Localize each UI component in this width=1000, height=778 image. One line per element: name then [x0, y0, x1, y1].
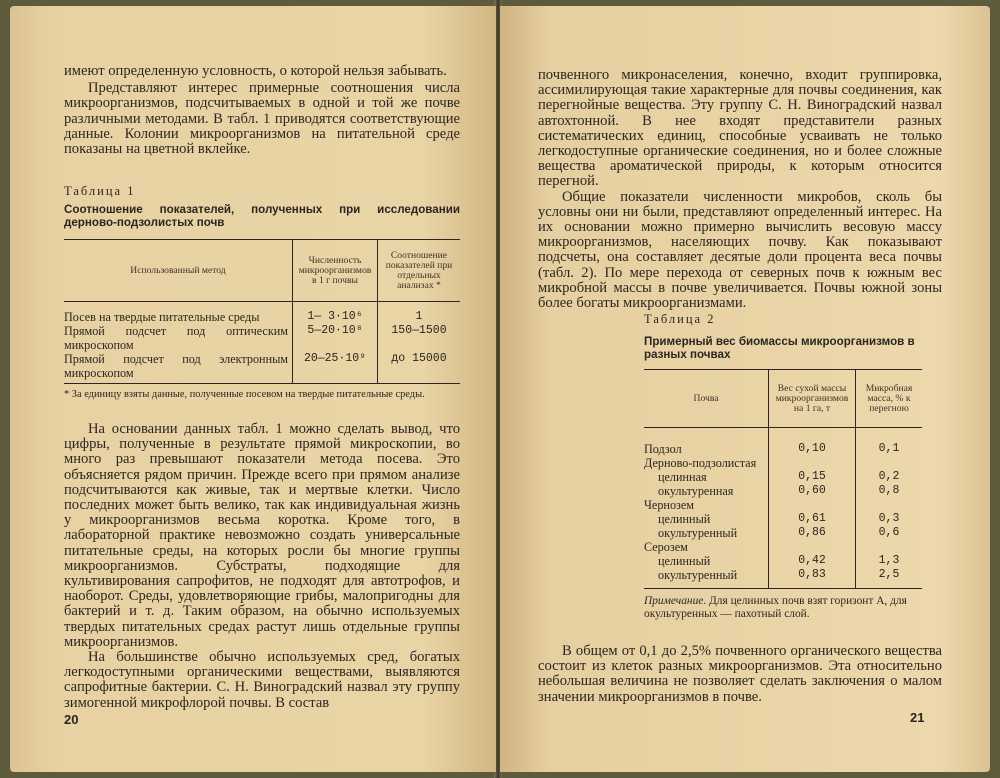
table2-cell-percent: 0,1 — [856, 442, 923, 456]
table2-cell-weight: 0,83 — [769, 568, 856, 582]
table2-cell-soil: Серозем — [644, 539, 688, 554]
table1-cell-ratio: 150—1500 — [378, 324, 461, 352]
table-row — [644, 456, 922, 470]
table2-cell-weight: 0,60 — [769, 484, 856, 498]
table2-cell-weight — [769, 498, 856, 512]
table1-cell-count: 1— 3·10⁶ — [293, 310, 378, 324]
table1-header-ratio: Соотношение показателей при отдельных анализах * — [378, 240, 461, 302]
table2-cell-soil: Дерново-подзолистая — [644, 455, 757, 470]
table-row — [644, 526, 922, 540]
right-page-number: 21 — [910, 710, 925, 725]
table-row — [644, 442, 922, 456]
table2-note-text: Для целинных почв взят горизонт А, для окультуренных — пахотный слой. — [644, 594, 907, 620]
table2-cell-percent: 0,2 — [856, 470, 923, 484]
table2-cell-soil: Чернозем — [644, 497, 694, 512]
table2-cell-weight: 0,86 — [769, 526, 856, 540]
table2-cell-percent: 0,8 — [856, 484, 923, 498]
table2-caption: Таблица 2 — [644, 312, 716, 326]
table2-cell-weight: 0,61 — [769, 512, 856, 526]
left-paragraph-2: Представляют интерес примерные соотношения числа микроорганизмов, подсчитываемых в одной и той же почве различными методами. В табл. 1 приводятся соответствующие данные. Колонии микроорганизмов на питательной среде показаны на цветной вклейке. — [64, 80, 460, 158]
table2-cell-percent: 0,6 — [856, 526, 923, 540]
table-row — [644, 470, 922, 484]
table-row — [64, 310, 460, 324]
table2-header-weight: Вес сухой массы микроорганизмов на 1 га, т — [769, 370, 856, 428]
table2-cell-soil: целинная — [658, 469, 707, 484]
table1-header-method: Использованный метод — [130, 264, 226, 276]
table1-cell-ratio: 1 — [378, 310, 461, 324]
table2 — [644, 369, 922, 588]
right-paragraph-3: В общем от 0,1 до 2,5% почвенного органического вещества состоит из клеток разных микроорганизмов. Эта относительно небольшая величина не позволяет сделать заключения о малом значении микроорганизмов в почве. — [538, 643, 942, 705]
right-paragraph-1: почвенного микронаселения, конечно, входит группировка, ассимилирующая такие характерные для почвы соединения, как перегнойные вещества. Эту группу С. Н. Виноградский назвал автохтонной. В нее входят представители разных систематических единиц, способные усваивать не только легкодоступные органические соединения, но и более сложные вещества ароматической природы, к которым относится перегной. — [538, 67, 942, 190]
table-row — [644, 568, 922, 582]
table2-cell-weight: 0,15 — [769, 470, 856, 484]
table1-block — [64, 184, 460, 401]
right-paragraph-2: Общие показатели численности микробов, сколь бы условны они ни были, представляют определенный интерес. На их основании можно примерно вычислить весовую массу микроорганизмов, населяющих почву. Как показывают подсчеты, она составляет десятые доли процента веса почвы (табл. 2). По мере перехода от северных почв к южным вес микробной массы в почве увеличивается. Почвы южной зоны более богаты микроорганизмами. — [538, 188, 942, 312]
table2-cell-weight — [769, 456, 856, 470]
table-row — [644, 554, 922, 568]
table2-note — [644, 595, 922, 621]
table1-cell-method: Прямой подсчет под оптическим микроскопом — [64, 323, 288, 352]
table2-note-label: Примечание. — [644, 594, 707, 607]
table2-title: Примерный вес биомассы микроорганизмов в разных почвах — [644, 335, 915, 361]
table-row — [644, 498, 922, 512]
left-text-bottom — [64, 422, 460, 711]
right-text-bottom — [538, 644, 942, 705]
table2-cell-weight: 0,10 — [769, 442, 856, 456]
table2-block — [644, 312, 922, 621]
table1-caption: Таблица 1 — [64, 184, 136, 198]
table1-title: Соотношение показателей, полученных при исследовании дерново-подзолистых почв — [64, 203, 460, 230]
table2-cell-weight — [769, 540, 856, 554]
table2-cell-percent — [856, 498, 923, 512]
table1-cell-method: Посев на твердые питательные среды — [64, 309, 260, 324]
table2-cell-soil: окультуренный — [658, 567, 738, 582]
left-page-number: 20 — [64, 712, 79, 727]
right-text-top — [538, 68, 942, 311]
table2-cell-percent — [856, 540, 923, 554]
left-paragraph-4: На большинстве обычно используемых сред, богатых легкодоступными органическими веществами, выявляются сапрофитные бактерии. С. Н. Виноградский назвал эту группу зимогенной микрофлорой почвы. В состав — [64, 649, 460, 711]
right-page — [500, 6, 990, 772]
table2-cell-soil: окультуренный — [658, 525, 738, 540]
table1-cell-ratio: до 15000 — [378, 352, 461, 384]
table1-header-count: Численность микроорганизмов в 1 г почвы — [293, 240, 378, 302]
table-row — [644, 512, 922, 526]
table2-cell-soil: целинный — [658, 511, 711, 526]
table2-cell-percent: 0,3 — [856, 512, 923, 526]
left-page — [10, 6, 496, 772]
table-row — [644, 484, 922, 498]
table2-cell-percent — [856, 456, 923, 470]
table2-cell-soil: Подзол — [644, 441, 682, 456]
table1 — [64, 239, 460, 384]
table1-cell-count: 5—20·10⁸ — [293, 324, 378, 352]
table2-header-soil: Почва — [693, 392, 719, 404]
table1-cell-method: Прямой подсчет под электронным микроскопом — [64, 351, 288, 380]
table2-header-percent: Микробная масса, % к перегною — [856, 370, 923, 428]
table-row — [64, 324, 460, 352]
table2-cell-percent: 1,3 — [856, 554, 923, 568]
left-paragraph-1: имеют определенную условность, о которой нельзя забывать. — [64, 63, 447, 79]
table2-cell-percent: 2,5 — [856, 568, 923, 582]
table-row — [64, 352, 460, 384]
table2-cell-soil: окультуренная — [658, 483, 734, 498]
table2-bottom-rule — [644, 588, 922, 589]
left-paragraph-3: На основании данных табл. 1 можно сделать вывод, что цифры, полученные в результате прямой микроскопии, во много раз превышают показатели метода посева. Это объясняется рядом причин. Прежде всего при прямом анализе подсчитываются как живые, так и мертвые клетки. Число последних может быть велико, так как индивидуальная жизнь у микроорганизмов весьма коротка. Кроме того, в лабораторной практике невозможно создать универсальные питательные среды, на которых росли бы многие группы микроорганизмов. Субстраты, подходящие для культивирования сапрофитов, не подходят для автотрофов, и наоборот. Среды, удовлетворяющие грибы, малопригодны для бактерий и т. д. Таким образом, на обычно используемых твердых питательных средах растут лишь отдельные группы микроорганизмов. — [64, 421, 460, 650]
table1-footnote: * За единицу взяты данные, полученные посевом на твердые питательные среды. — [64, 388, 425, 400]
left-text-top — [64, 64, 460, 157]
table1-cell-count: 20—25·10⁹ — [293, 352, 378, 384]
table-row — [644, 540, 922, 554]
table2-cell-weight: 0,42 — [769, 554, 856, 568]
table2-cell-soil: целинный — [658, 553, 711, 568]
